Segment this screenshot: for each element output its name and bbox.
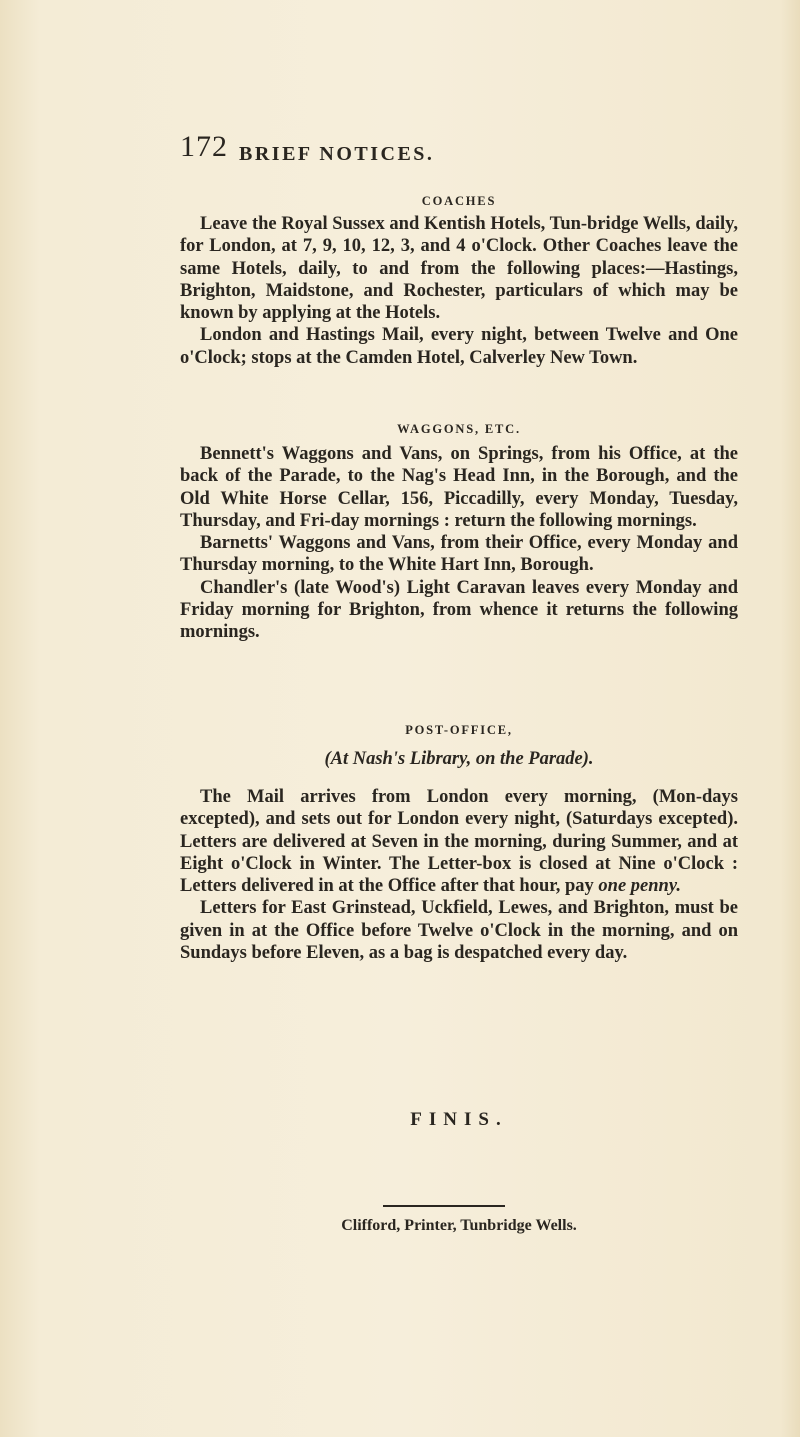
section-heading-coaches: COACHES [421,194,497,208]
page-number: 172 [180,130,228,163]
printer-imprint: Clifford, Printer, Tunbridge Wells. [341,1217,577,1234]
waggons-paragraph-1: Bennett's Waggons and Vans, on Springs, from his Office, at the back of the Parade, to the Nag's Head Inn, in the Borough, and the Old White Horse Cellar, 156, Piccadilly, every Monday, Tuesday, Thursday, and Fri-day mornings : return the following mornings. [180,444,738,531]
post-office-paragraph-1-italic: one penny. [598,876,681,897]
post-office-section [180,786,738,964]
finis: FINIS. [410,1109,508,1130]
section-heading-post-office: POST-OFFICE, [405,723,513,737]
section-heading-waggons: WAGGONS, ETC. [397,422,521,436]
post-office-paragraph-1 [180,786,738,897]
waggons-section [180,443,738,644]
waggons-paragraph-3: Chandler's (late Wood's) Light Caravan leaves every Monday and Friday morning for Brighton, from whence it returns the following mornings. [180,577,738,643]
coaches-section [180,213,738,369]
coaches-paragraph-1: Leave the Royal Sussex and Kentish Hotels, Tun-bridge Wells, daily, for London, at 7, 9, 10, 12, 3, and 4 o'Clock. Other Coaches leave the same Hotels, daily, to and from the following places:—Hastings, Brighton, Maidstone, and Rochester, particulars of which may be known by applying at the Hotels. [180,214,738,324]
post-office-paragraph-2: Letters for East Grinstead, Uckfield, Lewes, and Brighton, must be given in at the Office before Twelve o'Clock in the morning, and on Sundays before Eleven, as a bag is despatched every day. [180,898,738,964]
coaches-paragraph-2: London and Hastings Mail, every night, between Twelve and One o'Clock; stops at the Camden Hotel, Calverley New Town. [180,325,738,368]
running-head: BRIEF NOTICES. [239,143,435,165]
post-office-subheading: (At Nash's Library, on the Parade). [324,749,594,769]
imprint-rule [383,1205,505,1207]
waggons-paragraph-2: Barnetts' Waggons and Vans, from their Office, every Monday and Thursday morning, to the White Hart Inn, Borough. [180,533,738,576]
post-office-paragraph-1-text: The Mail arrives from London every morning, (Mon-days excepted), and sets out for London every night, (Saturdays excepted). Letters are delivered at Seven in the morning, during Summer, and at Eight o'Clock in Winter. The Letter-box is closed at Nine o'Clock : Letters delivered in at the Office after that hour, pay [180,787,738,897]
